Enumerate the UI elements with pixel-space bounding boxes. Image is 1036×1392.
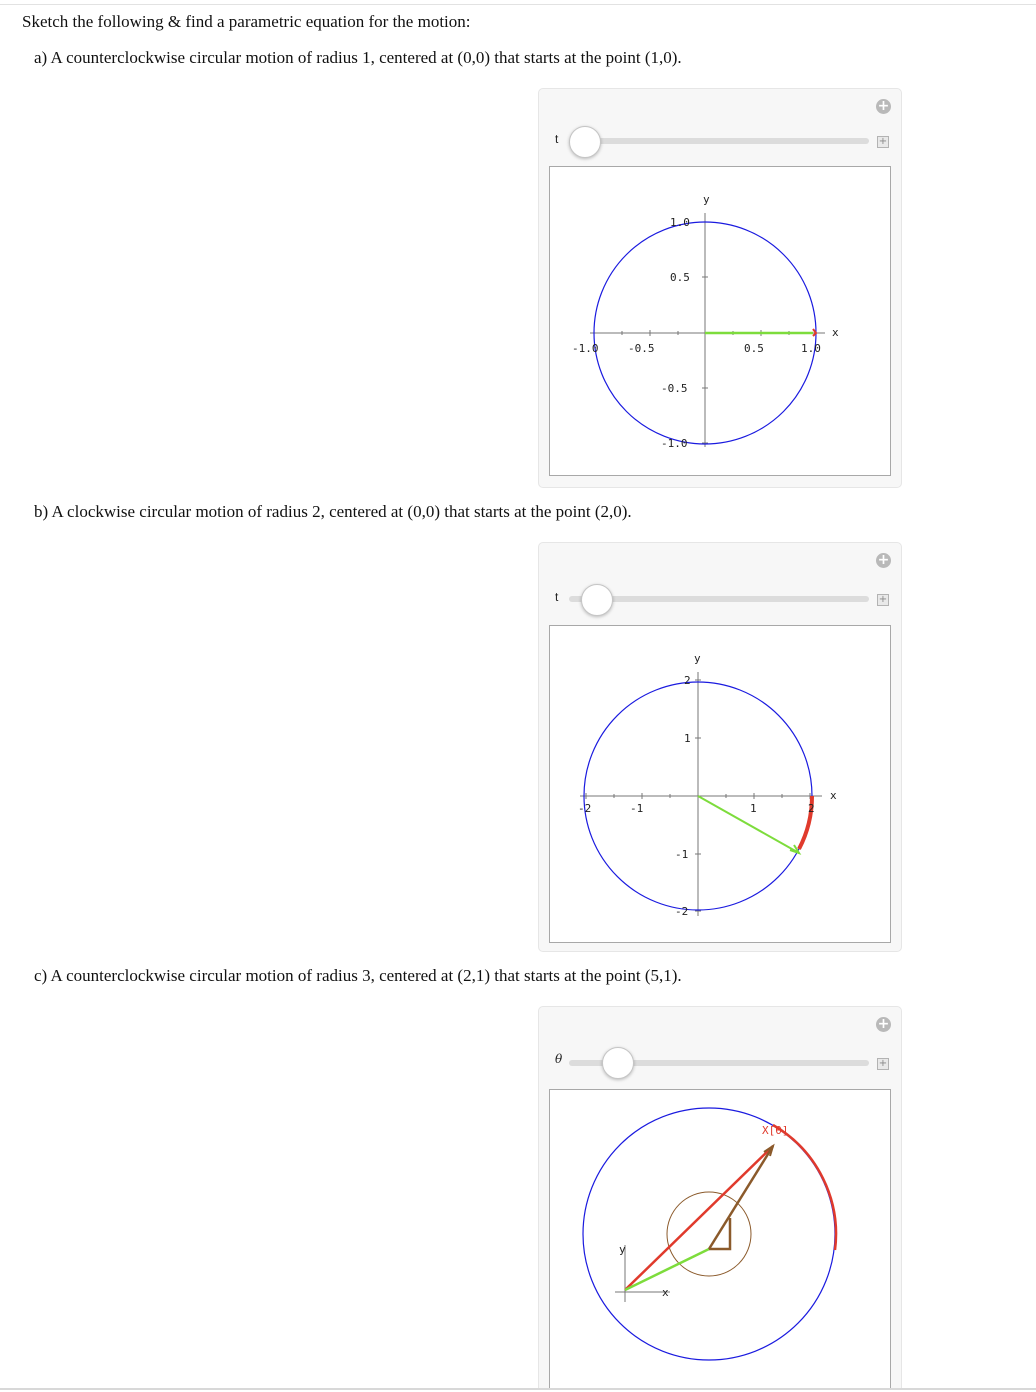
x-axis-label: x — [830, 789, 837, 802]
traveled-arc — [773, 1125, 836, 1250]
x-tick-label: 1.0 — [801, 342, 821, 355]
manipulate-panel-c — [538, 1006, 902, 1389]
slider-thumb[interactable] — [602, 1047, 634, 1079]
y-axis-label: y — [703, 193, 710, 206]
y-axis-label: y — [619, 1243, 626, 1256]
slider-label-t: t — [555, 132, 559, 146]
slider-track[interactable] — [569, 596, 869, 602]
expand-icon[interactable]: + — [877, 98, 890, 114]
plot-a-svg — [550, 167, 890, 475]
x-tick-label: -0.5 — [628, 342, 655, 355]
y-tick-label: -0.5 — [661, 382, 688, 395]
part-a-text: a) A counterclockwise circular motion of radius 1, centered at (0,0) that starts at the point (1,0). — [34, 48, 682, 67]
add-option-icon[interactable]: + — [878, 136, 888, 147]
manipulate-panel-a — [538, 88, 902, 488]
x-tick-label: 1 — [750, 802, 757, 815]
x-tick-label: -2 — [578, 802, 592, 815]
center-vector — [625, 1249, 709, 1290]
part-c-text: c) A counterclockwise circular motion of radius 3, centered at (2,1) that starts at the point (5,1). — [34, 966, 682, 985]
y-tick-label: -1 — [675, 848, 689, 861]
y-tick-label: 1 — [684, 732, 691, 745]
slider-label-t: t — [555, 590, 559, 604]
expand-icon[interactable]: + — [877, 552, 890, 568]
x-axis-label: x — [662, 1286, 669, 1299]
plot-a — [549, 166, 891, 476]
bottom-divider — [0, 1388, 1036, 1390]
circle-path — [583, 1108, 835, 1360]
slider-thumb[interactable] — [569, 126, 601, 158]
expand-icon[interactable]: + — [877, 1016, 890, 1032]
point-label: X[θ] — [762, 1124, 789, 1137]
position-vector — [625, 1146, 773, 1290]
manipulate-panel-b — [538, 542, 902, 952]
slider-thumb[interactable] — [581, 584, 613, 616]
slider-track[interactable] — [569, 138, 869, 144]
y-tick-label: 2 — [684, 674, 691, 687]
plot-c-svg — [550, 1090, 890, 1390]
plot-c — [549, 1089, 891, 1390]
part-b-text: b) A clockwise circular motion of radius 2, centered at (0,0) that starts at the point (2,0). — [34, 502, 632, 521]
problem-heading: Sketch the following & find a parametric equation for the motion: — [22, 12, 471, 31]
x-tick-label: 0.5 — [744, 342, 764, 355]
radius-vector — [698, 796, 799, 853]
add-option-icon[interactable]: + — [878, 594, 888, 605]
plot-b-svg — [550, 626, 890, 942]
y-axis-label: y — [694, 652, 701, 665]
y-tick-label: 1.0 — [670, 216, 690, 229]
x-tick-label: -1 — [630, 802, 644, 815]
plot-b — [549, 625, 891, 943]
x-tick-label: 2 — [808, 802, 815, 815]
top-divider — [0, 4, 1036, 5]
add-option-icon[interactable]: + — [878, 1058, 888, 1069]
y-tick-label: -2 — [675, 905, 689, 918]
y-tick-label: 0.5 — [670, 271, 690, 284]
x-axis-label: x — [832, 326, 839, 339]
slider-label-theta: θ — [555, 1052, 563, 1066]
y-tick-label: -1.0 — [661, 437, 688, 450]
x-tick-label: -1.0 — [572, 342, 599, 355]
